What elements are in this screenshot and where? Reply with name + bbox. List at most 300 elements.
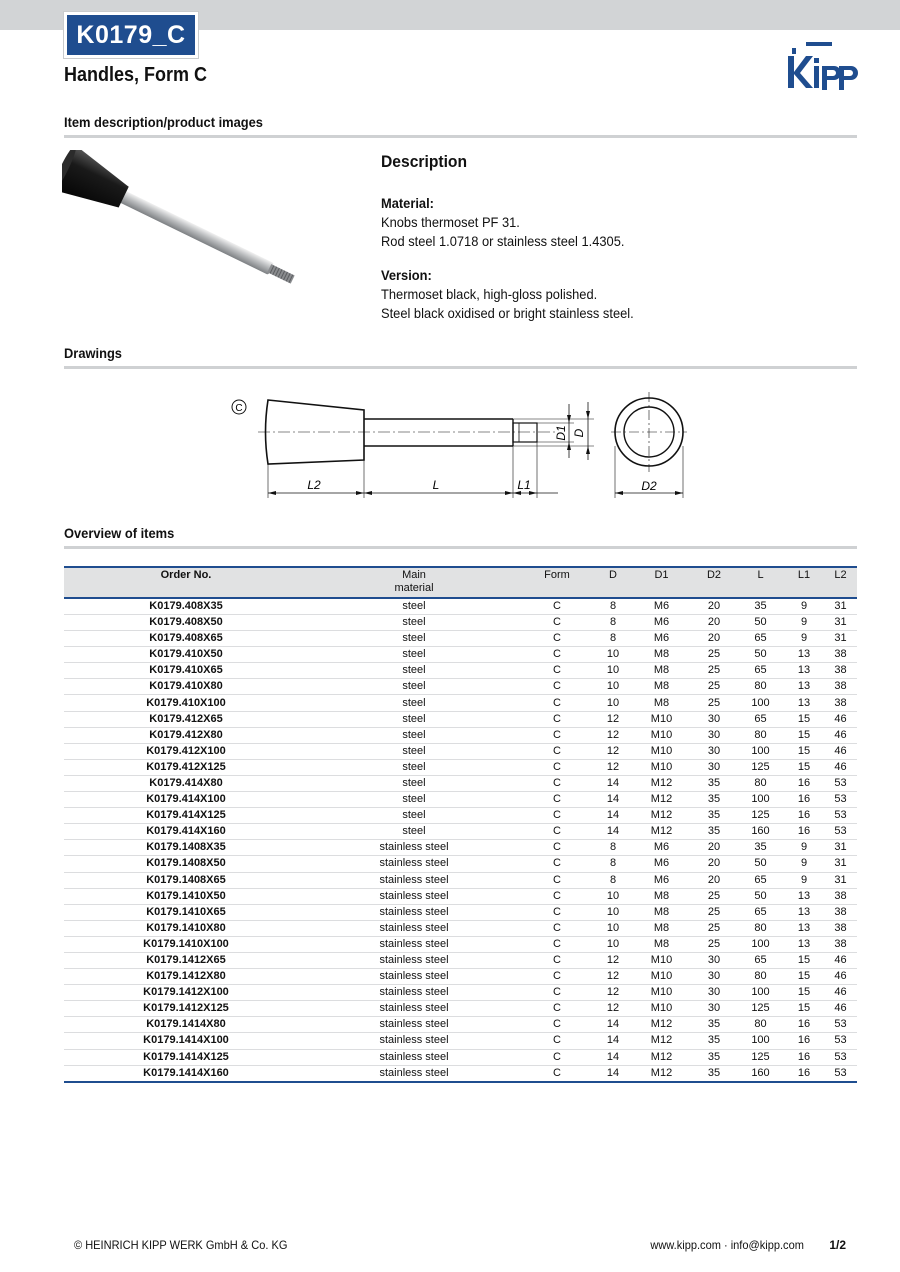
table-cell: stainless steel	[308, 856, 520, 872]
order-no-cell: K0179.414X80	[64, 775, 308, 791]
table-cell: 30	[691, 952, 737, 968]
table-cell: M12	[632, 1065, 691, 1082]
table-cell: 53	[824, 1033, 857, 1049]
table-header-row	[64, 567, 857, 598]
table-cell: stainless steel	[308, 969, 520, 985]
table-row	[64, 969, 857, 985]
table-cell: 160	[737, 824, 784, 840]
table-cell: 20	[691, 840, 737, 856]
table-cell: 9	[784, 872, 824, 888]
material-line: Rod steel 1.0718 or stainless steel 1.4305.	[381, 233, 625, 249]
table-cell: steel	[308, 598, 520, 615]
table-cell: C	[520, 936, 594, 952]
table-cell: 9	[784, 856, 824, 872]
table-row	[64, 631, 857, 647]
table-cell: C	[520, 1017, 594, 1033]
table-cell: steel	[308, 743, 520, 759]
table-cell: M8	[632, 663, 691, 679]
table-cell: 35	[691, 792, 737, 808]
table-cell: C	[520, 775, 594, 791]
table-cell: 16	[784, 1049, 824, 1065]
form-mark-label: C	[235, 403, 243, 414]
table-cell: 14	[594, 1017, 632, 1033]
order-no-cell: K0179.1412X80	[64, 969, 308, 985]
table-cell: 8	[594, 631, 632, 647]
table-cell: 25	[691, 679, 737, 695]
table-cell: M8	[632, 888, 691, 904]
table-cell: 38	[824, 904, 857, 920]
table-cell: 46	[824, 1001, 857, 1017]
table-cell: 50	[737, 647, 784, 663]
table-cell: 31	[824, 615, 857, 631]
table-cell: 16	[784, 775, 824, 791]
footer-copyright: © HEINRICH KIPP WERK GmbH & Co. KG	[74, 1238, 288, 1252]
dim-label-L2: L2	[307, 478, 321, 492]
table-cell: 46	[824, 952, 857, 968]
table-cell: 80	[737, 775, 784, 791]
table-cell: M6	[632, 840, 691, 856]
table-cell: 31	[824, 631, 857, 647]
table-cell: C	[520, 759, 594, 775]
items-table-body	[64, 598, 857, 1082]
table-cell: steel	[308, 808, 520, 824]
table-cell: 13	[784, 920, 824, 936]
table-cell: M8	[632, 904, 691, 920]
version-line: Steel black oxidised or bright stainless steel.	[381, 305, 634, 321]
table-cell: 12	[594, 759, 632, 775]
table-cell: 20	[691, 598, 737, 615]
table-cell: steel	[308, 759, 520, 775]
table-cell: 100	[737, 792, 784, 808]
table-cell: 35	[691, 1017, 737, 1033]
table-cell: 46	[824, 985, 857, 1001]
table-cell: 100	[737, 1033, 784, 1049]
table-row	[64, 679, 857, 695]
table-row	[64, 888, 857, 904]
table-cell: C	[520, 808, 594, 824]
table-cell: C	[520, 679, 594, 695]
table-cell: 14	[594, 1065, 632, 1082]
table-cell: stainless steel	[308, 872, 520, 888]
table-cell: 9	[784, 598, 824, 615]
table-cell: C	[520, 792, 594, 808]
order-no-cell: K0179.408X65	[64, 631, 308, 647]
order-no-cell: K0179.1410X65	[64, 904, 308, 920]
footer-contact[interactable]: www.kipp.com · info@kipp.com	[650, 1238, 804, 1252]
table-cell: 10	[594, 936, 632, 952]
table-cell: 15	[784, 759, 824, 775]
table-cell: 14	[594, 775, 632, 791]
table-cell: 12	[594, 711, 632, 727]
col-header-main-material: Main material	[308, 567, 520, 598]
table-cell: 25	[691, 663, 737, 679]
order-no-cell: K0179.410X65	[64, 663, 308, 679]
table-cell: 14	[594, 1049, 632, 1065]
table-cell: 30	[691, 727, 737, 743]
order-no-cell: K0179.412X125	[64, 759, 308, 775]
table-cell: 14	[594, 792, 632, 808]
table-row	[64, 904, 857, 920]
table-cell: 14	[594, 824, 632, 840]
table-cell: 50	[737, 856, 784, 872]
table-cell: M10	[632, 711, 691, 727]
table-cell: M12	[632, 1033, 691, 1049]
section-divider	[64, 546, 857, 549]
table-cell: 50	[737, 888, 784, 904]
table-row	[64, 759, 857, 775]
page-title: Handles, Form C	[64, 64, 208, 86]
table-cell: 25	[691, 888, 737, 904]
table-cell: 35	[737, 840, 784, 856]
table-cell: 8	[594, 872, 632, 888]
table-cell: 30	[691, 711, 737, 727]
table-cell: 30	[691, 743, 737, 759]
table-cell: M6	[632, 598, 691, 615]
table-cell: 13	[784, 679, 824, 695]
section-divider	[64, 135, 857, 138]
table-cell: 15	[784, 969, 824, 985]
table-cell: stainless steel	[308, 904, 520, 920]
table-row	[64, 1049, 857, 1065]
table-cell: M10	[632, 985, 691, 1001]
table-cell: 46	[824, 759, 857, 775]
table-cell: C	[520, 1065, 594, 1082]
table-cell: 80	[737, 679, 784, 695]
description-heading: Description	[381, 152, 468, 171]
order-no-cell: K0179.414X125	[64, 808, 308, 824]
table-cell: 13	[784, 936, 824, 952]
table-cell: steel	[308, 792, 520, 808]
table-cell: M8	[632, 647, 691, 663]
table-cell: C	[520, 598, 594, 615]
table-cell: 53	[824, 1065, 857, 1082]
table-cell: C	[520, 920, 594, 936]
col-header-form: Form	[520, 567, 594, 598]
table-cell: 16	[784, 808, 824, 824]
table-cell: 16	[784, 792, 824, 808]
table-cell: 25	[691, 904, 737, 920]
order-no-cell: K0179.408X50	[64, 615, 308, 631]
table-cell: 8	[594, 840, 632, 856]
table-row	[64, 711, 857, 727]
table-cell: 12	[594, 952, 632, 968]
table-cell: 16	[784, 1017, 824, 1033]
table-cell: M12	[632, 808, 691, 824]
table-cell: 35	[691, 1033, 737, 1049]
table-cell: C	[520, 952, 594, 968]
table-cell: 100	[737, 695, 784, 711]
table-cell: M6	[632, 872, 691, 888]
table-cell: stainless steel	[308, 936, 520, 952]
order-no-cell: K0179.410X100	[64, 695, 308, 711]
table-row	[64, 1033, 857, 1049]
table-row	[64, 663, 857, 679]
table-cell: 53	[824, 824, 857, 840]
table-cell: 46	[824, 743, 857, 759]
description-panel	[381, 152, 851, 323]
table-cell: 12	[594, 1001, 632, 1017]
table-cell: C	[520, 856, 594, 872]
table-cell: stainless steel	[308, 1065, 520, 1082]
table-cell: 125	[737, 759, 784, 775]
table-cell: C	[520, 631, 594, 647]
table-cell: 13	[784, 888, 824, 904]
table-cell: 38	[824, 888, 857, 904]
table-cell: C	[520, 1049, 594, 1065]
col-header-order-no: Order No.	[64, 567, 308, 598]
table-row	[64, 824, 857, 840]
table-cell: stainless steel	[308, 888, 520, 904]
col-header-L: L	[737, 567, 784, 598]
table-cell: 35	[691, 1049, 737, 1065]
technical-drawing	[226, 386, 696, 502]
table-cell: 12	[594, 985, 632, 1001]
table-cell: 10	[594, 904, 632, 920]
table-cell: 38	[824, 679, 857, 695]
table-cell: 53	[824, 1017, 857, 1033]
order-no-cell: K0179.412X100	[64, 743, 308, 759]
table-cell: C	[520, 663, 594, 679]
order-no-cell: K0179.1412X65	[64, 952, 308, 968]
table-cell: 80	[737, 920, 784, 936]
col-header-D: D	[594, 567, 632, 598]
table-cell: 13	[784, 904, 824, 920]
table-row	[64, 743, 857, 759]
table-cell: 30	[691, 1001, 737, 1017]
table-cell: 35	[737, 598, 784, 615]
col-header-D2: D2	[691, 567, 737, 598]
table-cell: 38	[824, 920, 857, 936]
table-cell: steel	[308, 647, 520, 663]
table-row	[64, 615, 857, 631]
table-cell: 20	[691, 856, 737, 872]
table-row	[64, 952, 857, 968]
table-cell: 10	[594, 663, 632, 679]
col-header-D1: D1	[632, 567, 691, 598]
table-cell: 31	[824, 872, 857, 888]
table-cell: steel	[308, 695, 520, 711]
table-cell: stainless steel	[308, 952, 520, 968]
table-cell: 35	[691, 775, 737, 791]
order-no-cell: K0179.1414X80	[64, 1017, 308, 1033]
material-label: Material:	[381, 195, 434, 211]
order-no-cell: K0179.412X80	[64, 727, 308, 743]
table-cell: 46	[824, 969, 857, 985]
table-row	[64, 872, 857, 888]
order-no-cell: K0179.414X100	[64, 792, 308, 808]
table-cell: 13	[784, 695, 824, 711]
table-cell: 25	[691, 936, 737, 952]
table-cell: stainless steel	[308, 1049, 520, 1065]
table-cell: steel	[308, 663, 520, 679]
table-cell: 30	[691, 985, 737, 1001]
table-row	[64, 856, 857, 872]
table-cell: stainless steel	[308, 1017, 520, 1033]
table-row	[64, 985, 857, 1001]
table-cell: 65	[737, 952, 784, 968]
table-cell: 31	[824, 856, 857, 872]
order-no-cell: K0179.410X80	[64, 679, 308, 695]
table-cell: 125	[737, 1001, 784, 1017]
table-cell: 53	[824, 792, 857, 808]
table-cell: M12	[632, 824, 691, 840]
version-label: Version:	[381, 267, 432, 283]
table-cell: 80	[737, 1017, 784, 1033]
table-cell: stainless steel	[308, 920, 520, 936]
table-cell: steel	[308, 824, 520, 840]
table-cell: stainless steel	[308, 840, 520, 856]
section-divider	[64, 366, 857, 369]
table-cell: stainless steel	[308, 985, 520, 1001]
table-cell: M6	[632, 615, 691, 631]
table-cell: 53	[824, 1049, 857, 1065]
table-cell: C	[520, 969, 594, 985]
table-cell: 53	[824, 808, 857, 824]
table-cell: C	[520, 695, 594, 711]
table-cell: 16	[784, 1065, 824, 1082]
table-row	[64, 775, 857, 791]
table-cell: 15	[784, 1001, 824, 1017]
table-row	[64, 840, 857, 856]
table-cell: 38	[824, 647, 857, 663]
table-cell: 15	[784, 743, 824, 759]
table-cell: M8	[632, 936, 691, 952]
dim-label-D: D	[572, 428, 586, 438]
section-title-item-description: Item description/product images	[64, 114, 263, 130]
table-cell: 65	[737, 663, 784, 679]
table-cell: 65	[737, 631, 784, 647]
table-cell: 46	[824, 711, 857, 727]
table-cell: 20	[691, 615, 737, 631]
table-cell: M10	[632, 743, 691, 759]
table-cell: 35	[691, 824, 737, 840]
table-cell: C	[520, 711, 594, 727]
col-header-L2: L2	[824, 567, 857, 598]
order-no-cell: K0179.1414X160	[64, 1065, 308, 1082]
table-cell: 13	[784, 663, 824, 679]
table-cell: 16	[784, 1033, 824, 1049]
table-cell: M10	[632, 969, 691, 985]
table-cell: steel	[308, 679, 520, 695]
table-cell: steel	[308, 775, 520, 791]
table-cell: C	[520, 727, 594, 743]
table-row	[64, 792, 857, 808]
table-cell: 8	[594, 615, 632, 631]
order-no-cell: K0179.1408X35	[64, 840, 308, 856]
table-cell: 10	[594, 695, 632, 711]
table-cell: steel	[308, 615, 520, 631]
table-cell: 80	[737, 727, 784, 743]
table-cell: 12	[594, 969, 632, 985]
table-cell: C	[520, 647, 594, 663]
dim-label-L1: L1	[517, 478, 531, 492]
dim-label-D2: D2	[641, 479, 657, 493]
dim-label-L: L	[432, 478, 440, 492]
table-cell: 125	[737, 808, 784, 824]
table-row	[64, 1017, 857, 1033]
table-cell: 46	[824, 727, 857, 743]
table-cell: 12	[594, 743, 632, 759]
table-cell: C	[520, 743, 594, 759]
table-cell: M12	[632, 792, 691, 808]
table-cell: 16	[784, 824, 824, 840]
table-cell: 125	[737, 1049, 784, 1065]
table-cell: M10	[632, 759, 691, 775]
table-cell: 35	[691, 808, 737, 824]
product-code-badge: K0179_C	[64, 12, 198, 58]
table-cell: 14	[594, 808, 632, 824]
table-row	[64, 647, 857, 663]
order-no-cell: K0179.1414X100	[64, 1033, 308, 1049]
table-cell: stainless steel	[308, 1001, 520, 1017]
table-cell: stainless steel	[308, 1033, 520, 1049]
table-cell: 25	[691, 695, 737, 711]
table-cell: 8	[594, 856, 632, 872]
table-cell: 25	[691, 647, 737, 663]
table-row	[64, 1001, 857, 1017]
section-title-drawings: Drawings	[64, 345, 122, 361]
table-cell: M10	[632, 952, 691, 968]
table-cell: 10	[594, 679, 632, 695]
table-cell: 38	[824, 663, 857, 679]
table-cell: C	[520, 904, 594, 920]
table-cell: 20	[691, 631, 737, 647]
order-no-cell: K0179.408X35	[64, 598, 308, 615]
table-cell: 38	[824, 936, 857, 952]
table-cell: 160	[737, 1065, 784, 1082]
table-cell: 25	[691, 920, 737, 936]
table-cell: 31	[824, 598, 857, 615]
table-cell: M10	[632, 727, 691, 743]
table-cell: 38	[824, 695, 857, 711]
table-cell: 100	[737, 743, 784, 759]
page-number: 1/2	[829, 1238, 846, 1252]
table-cell: 100	[737, 936, 784, 952]
handle-product-image	[62, 150, 327, 300]
order-no-cell: K0179.414X160	[64, 824, 308, 840]
table-cell: C	[520, 615, 594, 631]
table-cell: steel	[308, 631, 520, 647]
table-cell: 10	[594, 920, 632, 936]
table-row	[64, 598, 857, 615]
table-cell: 31	[824, 840, 857, 856]
version-line: Thermoset black, high-gloss polished.	[381, 286, 598, 302]
table-cell: 10	[594, 888, 632, 904]
table-cell: M12	[632, 1049, 691, 1065]
table-cell: M12	[632, 1017, 691, 1033]
order-no-cell: K0179.1412X100	[64, 985, 308, 1001]
table-cell: 35	[691, 1065, 737, 1082]
section-title-overview: Overview of items	[64, 525, 175, 541]
table-cell: M10	[632, 1001, 691, 1017]
table-cell: 50	[737, 615, 784, 631]
table-cell: 65	[737, 904, 784, 920]
order-no-cell: K0179.1410X100	[64, 936, 308, 952]
order-no-cell: K0179.412X65	[64, 711, 308, 727]
kipp-logo	[784, 38, 860, 94]
col-header-L1: L1	[784, 567, 824, 598]
table-cell: 15	[784, 727, 824, 743]
table-cell: C	[520, 888, 594, 904]
table-row	[64, 727, 857, 743]
order-no-cell: K0179.1414X125	[64, 1049, 308, 1065]
table-cell: 8	[594, 598, 632, 615]
table-cell: C	[520, 1001, 594, 1017]
table-row	[64, 1065, 857, 1082]
dim-label-D1: D1	[554, 425, 568, 441]
order-no-cell: K0179.410X50	[64, 647, 308, 663]
table-row	[64, 920, 857, 936]
